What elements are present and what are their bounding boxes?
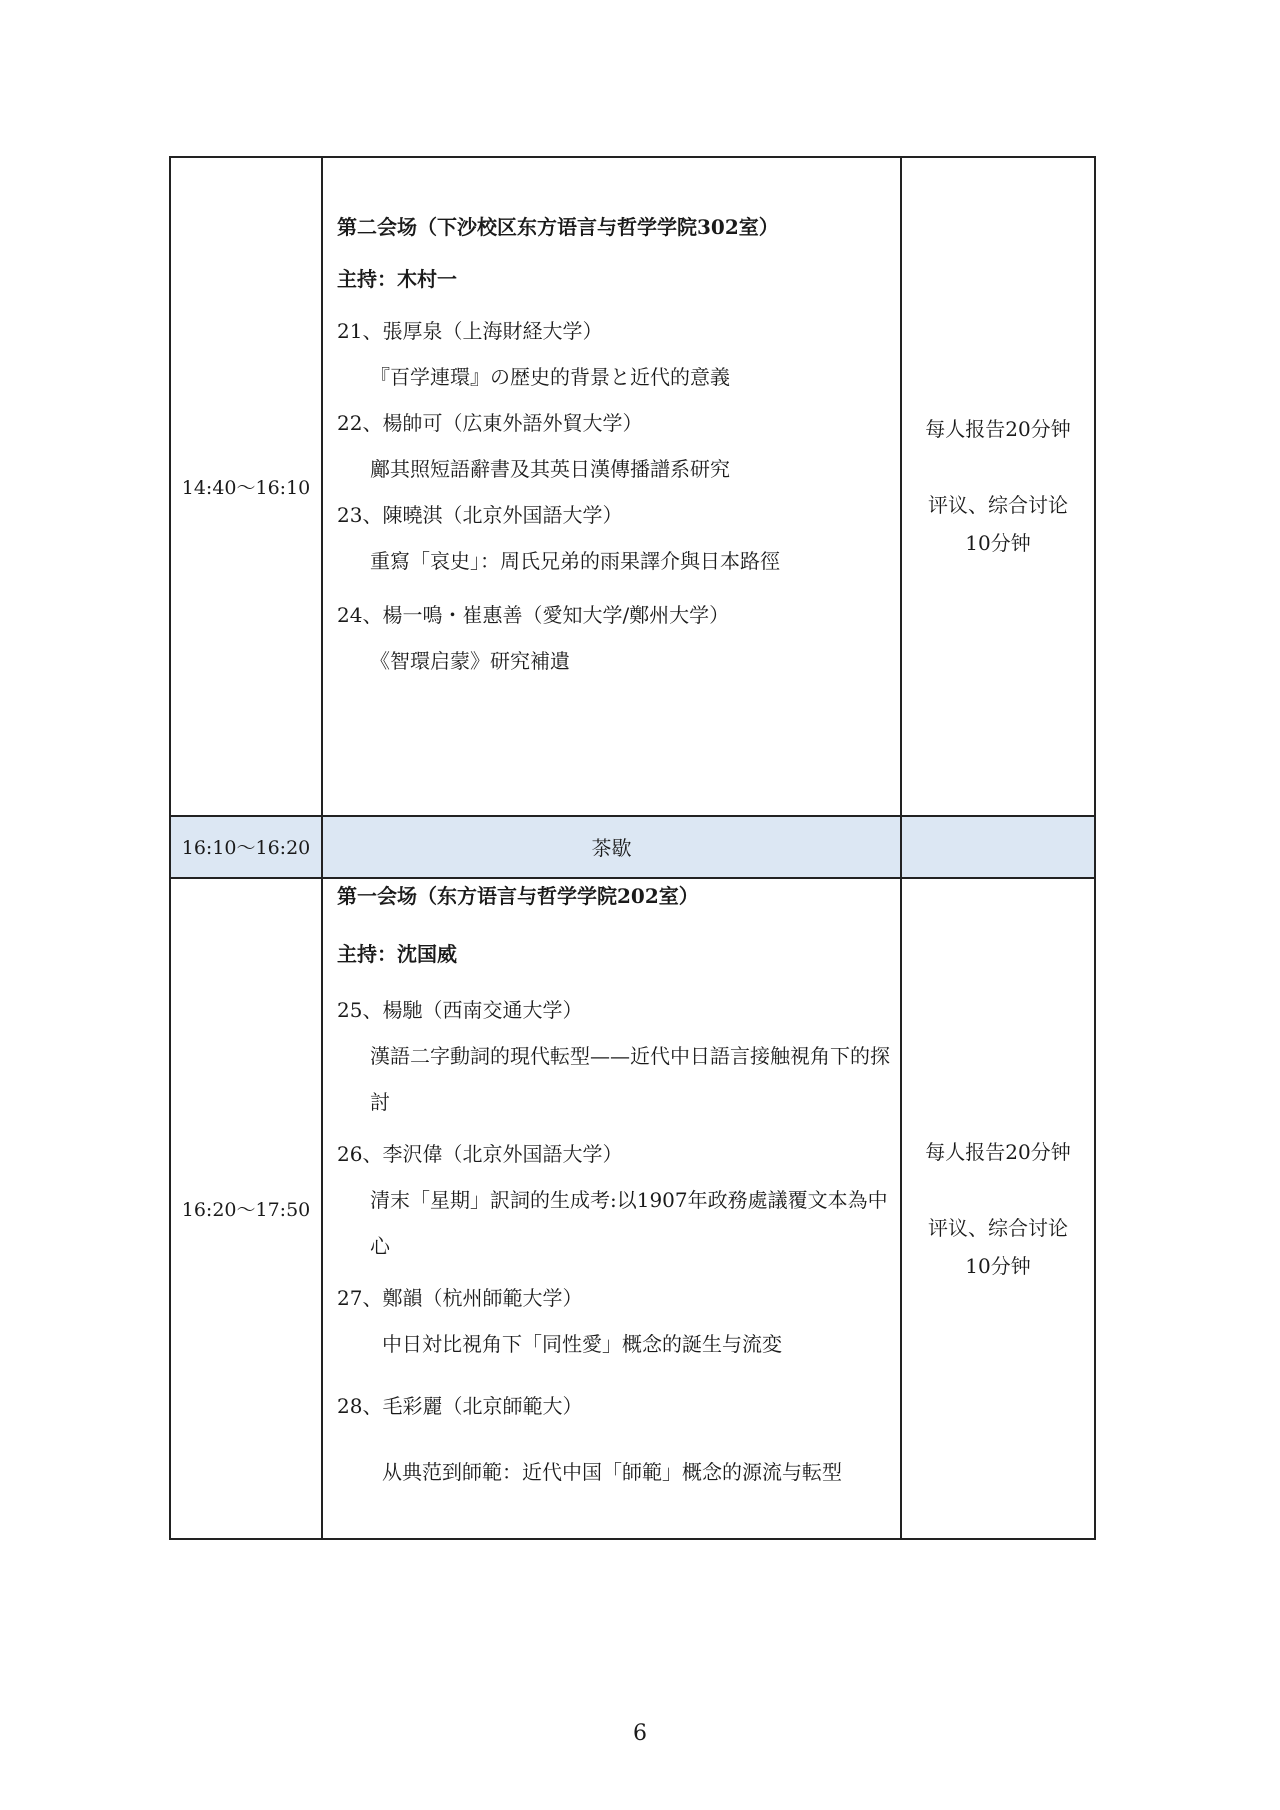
- speaker: 24、楊一鳴・崔惠善（愛知大学/鄭州大学）: [337, 603, 730, 627]
- note-discussion: 评议、综合讨论: [928, 493, 1068, 518]
- note-discussion-duration: 10分钟: [965, 531, 1031, 556]
- note-discussion-duration: 10分钟: [965, 1253, 1031, 1278]
- session-program: [322, 878, 901, 1539]
- speaker: 25、楊馳（西南交通大学）: [337, 998, 583, 1023]
- host-name: 主持：木村一: [337, 267, 457, 291]
- speaker: 23、陳曉淇（北京外国語大学）: [337, 503, 623, 527]
- list-item: [337, 400, 892, 492]
- break-row: [170, 816, 1095, 878]
- list-item: [337, 987, 892, 1125]
- talk-title: 清末「星期」訳詞的生成考:以1907年政務處議覆文本為中心: [370, 1188, 888, 1259]
- talk-title: 重寫「哀史」：周氏兄弟的雨果譯介與日本路徑: [370, 549, 780, 573]
- talk-title: 《智環启蒙》研究補遺: [370, 649, 570, 673]
- speaker: 26、李沢偉（北京外国語大学）: [337, 1142, 623, 1167]
- break-note: [901, 816, 1095, 878]
- break-label: 茶歇: [322, 816, 901, 878]
- session-time: 14:40～16:10: [170, 157, 322, 816]
- talk-title: 鄺其照短語辭書及其英日漢傳播譜系研究: [370, 457, 730, 481]
- speaker: 27、鄭韻（杭州師範大学）: [337, 1286, 583, 1311]
- speaker: 22、楊帥可（広東外語外貿大学）: [337, 411, 643, 435]
- session-note: [901, 157, 1095, 816]
- session-row: [170, 157, 1095, 816]
- talk-title: 从典范到師範：近代中国「師範」概念的源流与転型: [382, 1460, 842, 1485]
- note-duration: 每人报告20分钟: [925, 1139, 1071, 1164]
- schedule-table: [169, 156, 1096, 1540]
- list-item: [337, 1383, 892, 1495]
- talk-title: 漢語二字動詞的現代転型——近代中日語言接触視角下的探討: [370, 1044, 890, 1115]
- list-item: [337, 592, 892, 684]
- break-time: 16:10～16:20: [170, 816, 322, 878]
- list-item: [337, 1275, 892, 1367]
- list-item: [337, 308, 892, 400]
- list-item: [337, 492, 892, 584]
- talk-title: 中日対比視角下「同性愛」概念的誕生与流変: [382, 1332, 782, 1357]
- host-name: 主持：沈国威: [337, 942, 457, 967]
- session-time: 16:20～17:50: [170, 878, 322, 1539]
- talk-title: 『百学連環』の歴史的背景と近代的意義: [370, 365, 730, 389]
- note-duration: 每人报告20分钟: [925, 417, 1071, 442]
- hall-title: 第二会场（下沙校区东方语言与哲学学院302室）: [337, 215, 779, 239]
- session-note: [901, 878, 1095, 1539]
- list-item: [337, 1131, 892, 1269]
- speaker: 21、張厚泉（上海財経大学）: [337, 319, 603, 343]
- session-program: [322, 157, 901, 816]
- hall-title: 第一会场（东方语言与哲学学院202室）: [337, 884, 699, 909]
- note-discussion: 评议、综合讨论: [928, 1215, 1068, 1240]
- page-number: 6: [633, 1721, 647, 1746]
- speaker: 28、毛彩麗（北京師範大）: [337, 1394, 583, 1419]
- session-row: [170, 878, 1095, 1539]
